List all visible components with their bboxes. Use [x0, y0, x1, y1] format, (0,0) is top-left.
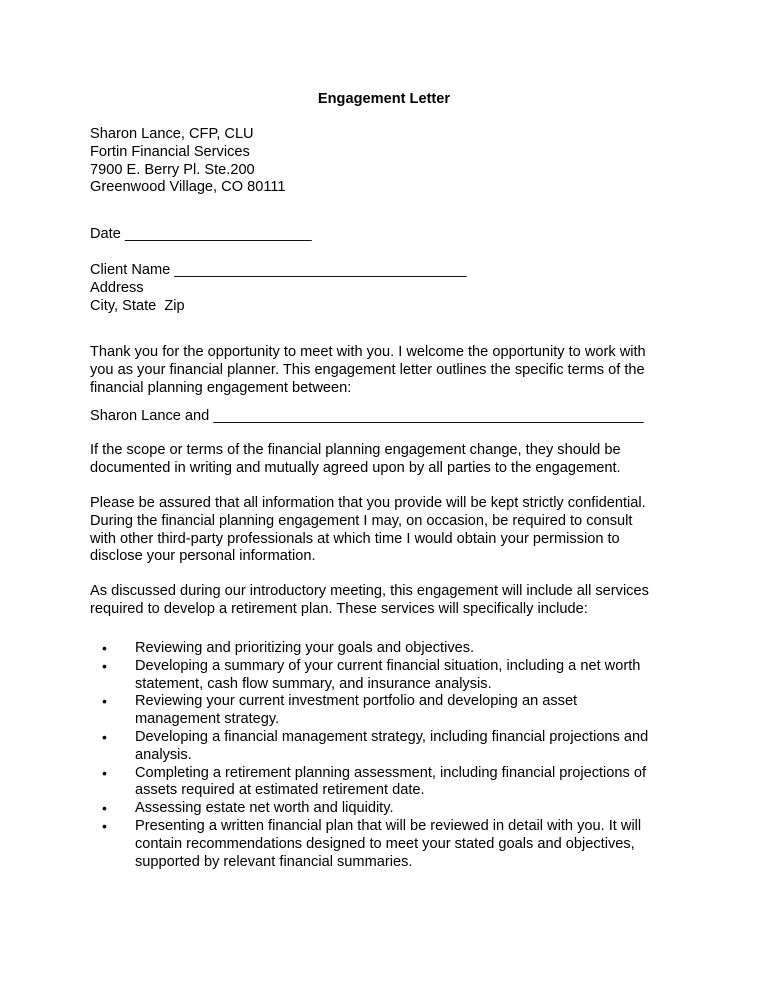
services-intro-line: required to develop a retirement plan. These services will specifically include: [90, 600, 588, 617]
list-item: • Developing a summary of your current financial situation, including a net worth statement, cash flow summary, and insurance analysis. [102, 657, 641, 692]
document-title: Engagement Letter [317, 91, 451, 107]
list-item: • Developing a financial management strategy, including financial projections and analysis. [102, 728, 649, 763]
list-item: • Assessing estate net worth and liquidity. [102, 800, 394, 817]
sender-city: Greenwood Village, CO 80111 [90, 179, 286, 196]
bullet-icon: • [102, 728, 107, 745]
sender-name: Sharon Lance, CFP, CLU [90, 126, 254, 142]
confidentiality-paragraph [90, 495, 690, 566]
list-item: • Reviewing and prioritizing your goals and objectives. [102, 640, 475, 656]
sender-address-block [90, 126, 690, 197]
intro-paragraph [90, 344, 690, 397]
list-item: • Presenting a written financial plan that will be reviewed in detail with you. It will contain recommendations designed to meet your stated goals and objectives, supported by relevant financial summaries. [102, 817, 642, 870]
bullet-icon: • [102, 640, 107, 656]
confidentiality-line: disclose your personal information. [90, 548, 316, 565]
date-line: Date _______________________ [90, 226, 312, 242]
intro-line: you as your financial planner. This engagement letter outlines the specific terms of the [90, 361, 645, 378]
bullet-icon: • [102, 817, 107, 834]
parties-line: Sharon Lance and _____________________________________________________ [90, 408, 644, 424]
client-city-state-zip: City, State Zip [90, 297, 185, 314]
bullet-icon: • [102, 800, 107, 817]
sender-street: 7900 E. Berry Pl. Ste.200 [90, 161, 255, 178]
list-item: • Completing a retirement planning assessment, including financial projections of assets required at estimated retirement date. [102, 764, 647, 799]
services-list [90, 640, 690, 871]
confidentiality-line: with other third-party professionals at which time I would obtain your permission to [90, 530, 620, 547]
confidentiality-line: Please be assured that all information that you provide will be kept strictly confidential. [90, 495, 646, 511]
bullet-icon: • [102, 657, 107, 674]
scope-line: documented in writing and mutually agreed upon by all parties to the engagement. [90, 459, 621, 476]
bullet-icon: • [102, 764, 107, 781]
services-intro-line: As discussed during our introductory meeting, this engagement will include all services [90, 583, 649, 599]
parties-field [90, 408, 690, 426]
intro-line: Thank you for the opportunity to meet with you. I welcome the opportunity to work with [90, 344, 646, 360]
list-item: • Reviewing your current investment portfolio and developing an asset management strategy. [102, 693, 578, 728]
client-address: Address [90, 279, 144, 296]
date-field [90, 226, 690, 244]
services-intro-paragraph [90, 583, 690, 619]
bullet-icon: • [102, 693, 107, 710]
confidentiality-line: During the financial planning engagement I may, on occasion, be required to consult [90, 512, 633, 529]
sender-company: Fortin Financial Services [90, 143, 250, 160]
scope-paragraph [90, 442, 690, 478]
client-name-line: Client Name ____________________________________ [90, 262, 467, 278]
intro-line: financial planning engagement between: [90, 379, 352, 396]
scope-line: If the scope or terms of the financial planning engagement change, they should be [90, 442, 621, 458]
client-block [90, 262, 690, 315]
